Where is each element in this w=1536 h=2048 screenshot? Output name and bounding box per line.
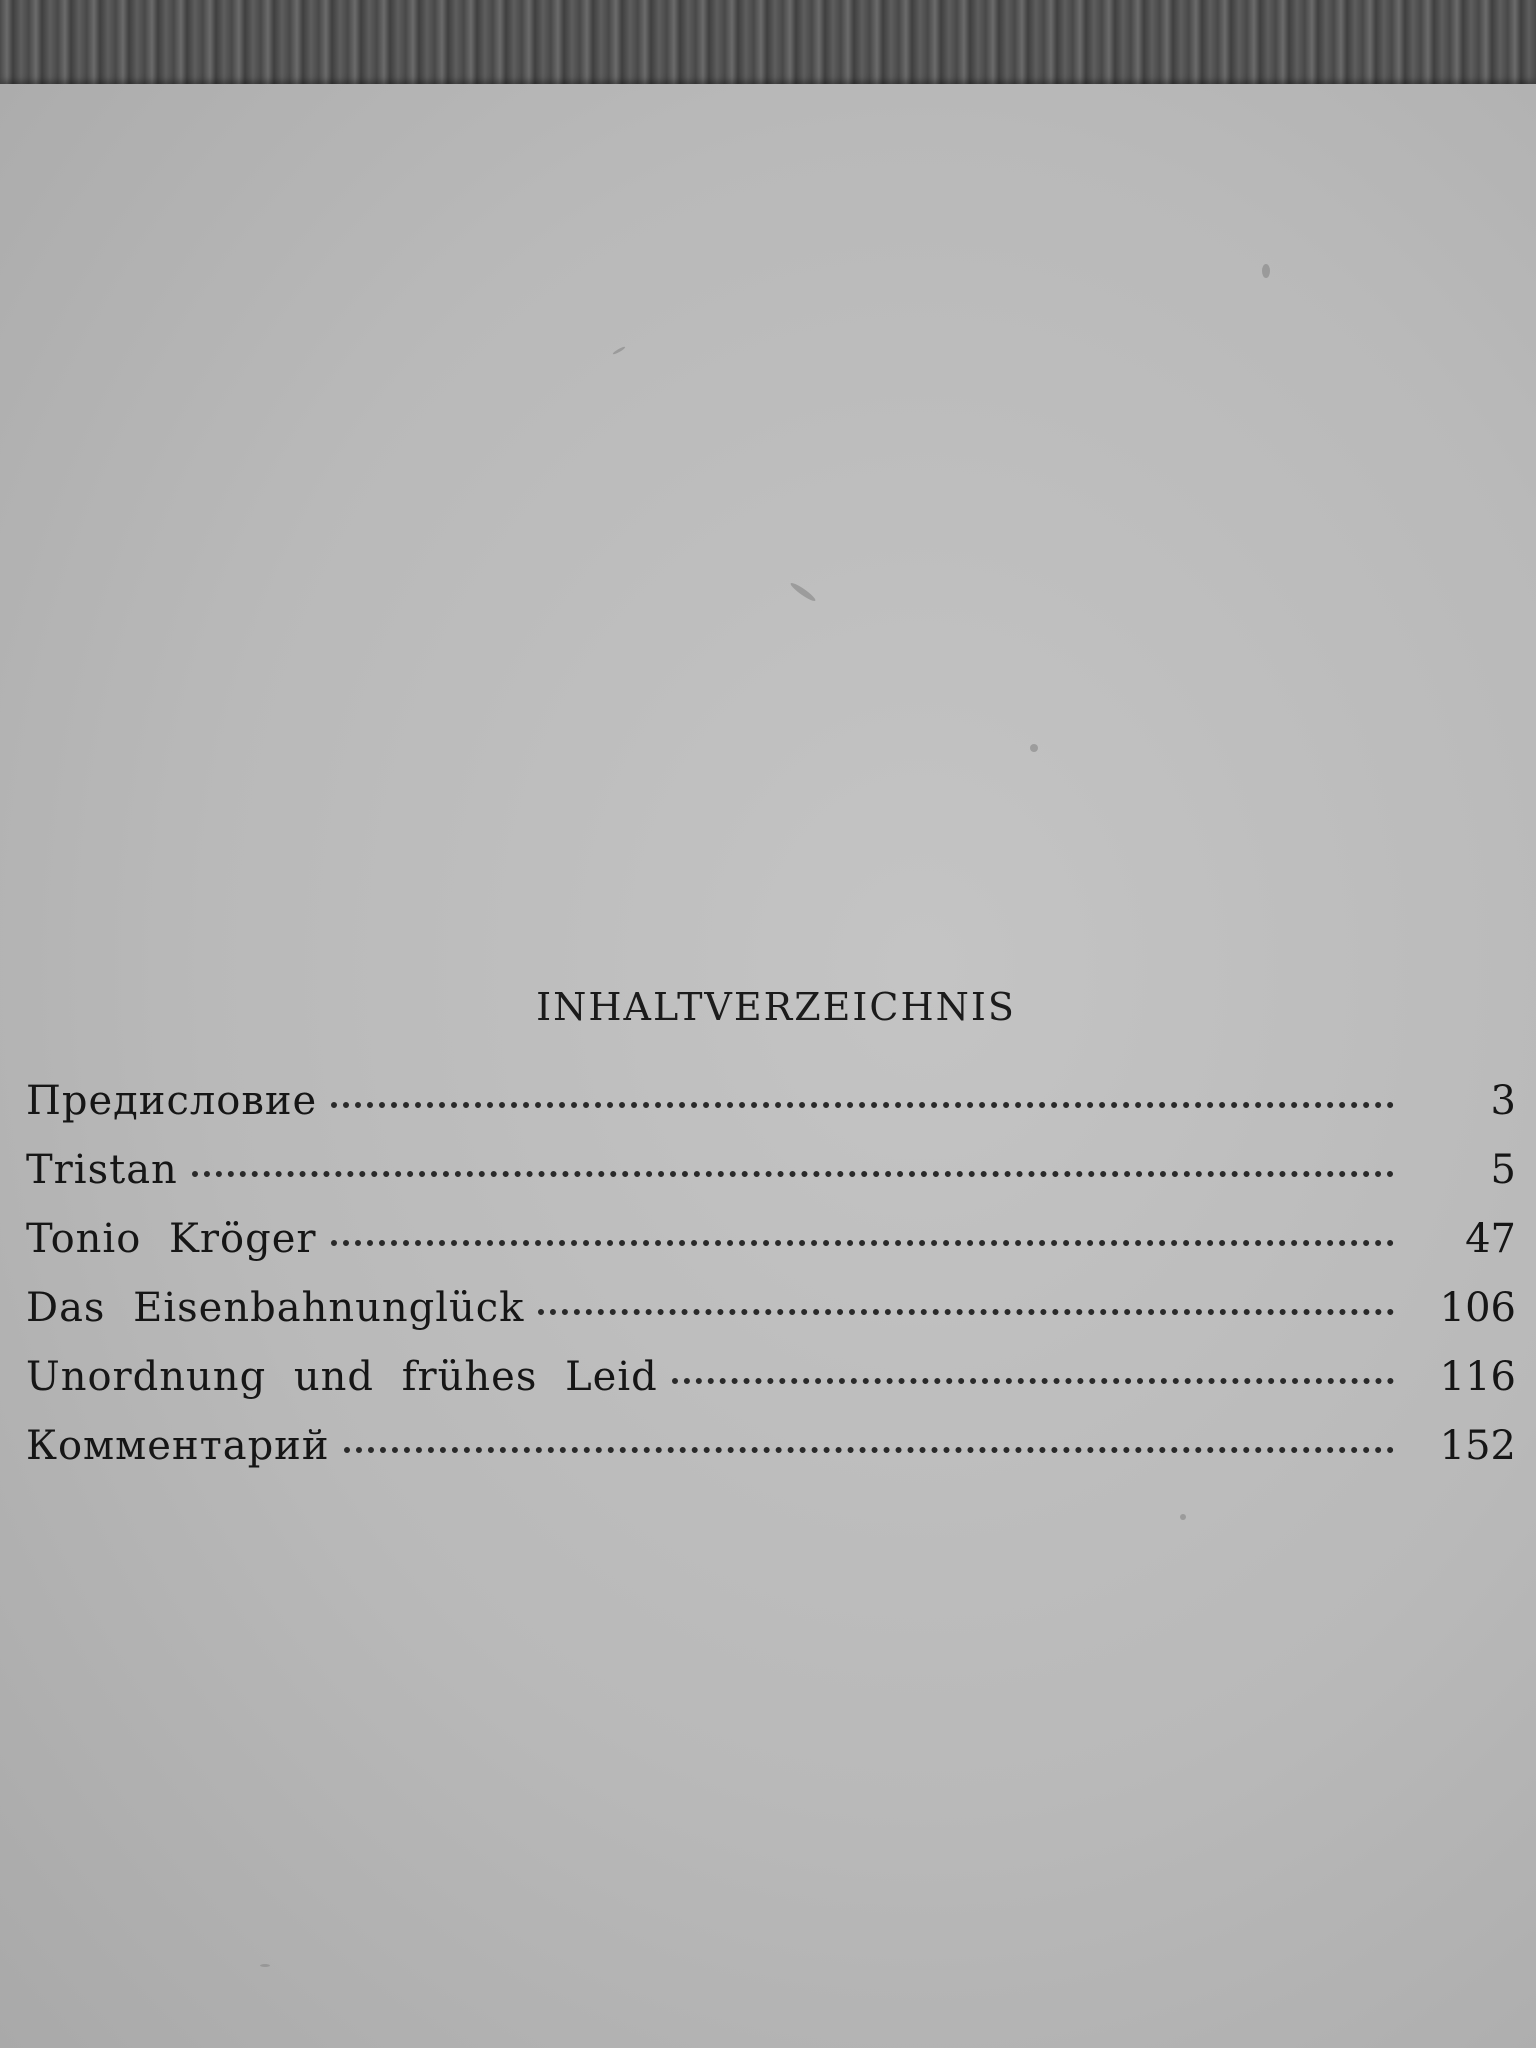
toc-entry-title: Unordnung und frühes Leid [26,1354,658,1400]
paper-speck [1262,264,1270,278]
book-page [0,84,1536,2048]
dot-leader [331,1240,1395,1246]
toc-entry-title: Комментарий [26,1423,330,1469]
toc-entry-title: Предисловие [26,1078,318,1124]
toc-entry [26,1147,1516,1216]
dot-leader [344,1447,1395,1453]
dot-leader [192,1171,1394,1177]
toc-entry-page: 106 [1439,1285,1516,1331]
toc-entry-title: Tonio Kröger [26,1216,317,1262]
toc-entry-title: Das Eisenbahnunglück [26,1285,525,1331]
toc-entry-page: 116 [1439,1354,1516,1400]
paper-speck [260,1964,270,1967]
dot-leader [672,1378,1394,1384]
dot-leader [331,1102,1394,1108]
toc-entry [26,1285,1516,1354]
toc-list [26,1078,1516,1492]
wooden-table-background [0,0,1536,92]
paper-speck [789,581,817,603]
dot-leader [538,1309,1394,1315]
toc-entry [26,1078,1516,1147]
toc-title: INHALTVERZEICHNIS [536,985,1016,1029]
toc-entry-title: Tristan [26,1147,178,1193]
toc-entry-page: 152 [1439,1423,1516,1469]
toc-entry [26,1423,1516,1492]
toc-entry-page: 5 [1490,1147,1516,1193]
paper-speck [1030,744,1038,752]
toc-entry-page: 47 [1465,1216,1516,1262]
toc-entry [26,1216,1516,1285]
paper-speck [1180,1514,1186,1520]
toc-entry [26,1354,1516,1423]
paper-speck [612,346,626,356]
toc-entry-page: 3 [1490,1078,1516,1124]
